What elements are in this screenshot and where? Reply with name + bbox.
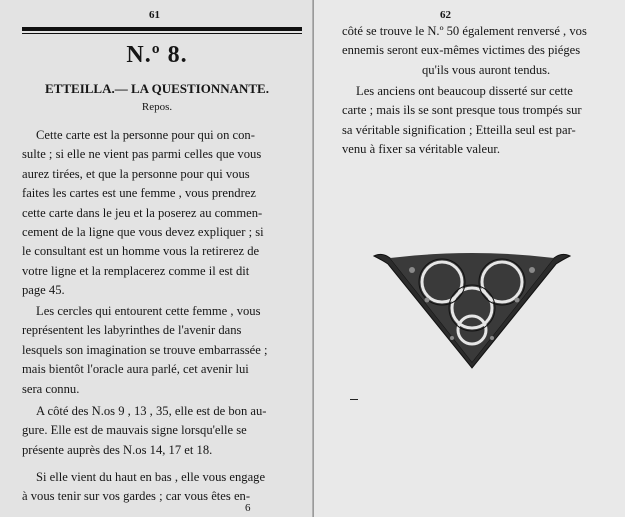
paragraph (22, 402, 300, 460)
page-number: 62 (440, 9, 451, 21)
text-line: aurez tirées, et que la personne pour qui vous (22, 166, 250, 181)
right-page (314, 0, 625, 517)
floral-knot-ornament-icon (372, 250, 572, 375)
text-line: carte ; mais ils se sont presque tous trompés sur (342, 103, 582, 118)
paragraph (22, 126, 300, 301)
text-line: sera connu. (22, 381, 80, 396)
text-line: page 45. (22, 283, 65, 298)
paragraph (22, 302, 300, 399)
text-line: A côté des N.os 9 , 13 , 35, elle est de bon au- (36, 404, 267, 418)
text-line: venu à fixer sa véritable valeur. (342, 142, 501, 157)
ink-mark (350, 399, 358, 400)
text-line: côté se trouve le N.º 50 également renversé , vos (342, 24, 587, 38)
text-line: votre ligne et la remplacerez comme il est dit (22, 263, 250, 278)
text-line: à vous tenir sur vos gardes ; car vous êtes en- (22, 489, 251, 504)
text-line: Si elle vient du haut en bas , elle vous engage (36, 470, 266, 484)
text-line: gure. Elle est de mauvais signe lorsqu'elle se (22, 423, 247, 438)
header-rule-thin (22, 33, 302, 34)
text-line: cement de la ligne que vous devez expliquer ; si (22, 225, 264, 240)
text-line: ennemis seront eux-mêmes victimes des piéges (342, 43, 581, 58)
text-line: sa véritable signification ; Etteilla seul est par- (342, 122, 576, 137)
text-line: Les cercles qui entourent cette femme , vous (36, 304, 261, 318)
text-line: cette carte dans le jeu et la poserez au commen- (22, 205, 263, 220)
text-line: représentent les labyrinthes de l'avenir dans (22, 323, 242, 338)
text-line: faites les cartes est une femme , vous prendrez (22, 186, 256, 201)
text-line: Cette carte est la personne pour qui on con- (36, 128, 255, 142)
signature-mark: 6 (245, 502, 251, 514)
header-rule (22, 27, 302, 31)
text-line: sulte ; si elle ne vient pas parmi celles que vous (22, 147, 262, 162)
text-line: mais bientôt l'oracle aura parlé, cet avenir lui (22, 362, 249, 377)
page-number: 61 (149, 9, 160, 21)
text-line: qu'ils vous auront tendus. (422, 62, 551, 77)
card-number-heading: N.º 8. (126, 42, 188, 68)
paragraph (342, 82, 610, 160)
text-line: Les anciens ont beaucoup disserté sur cette (356, 84, 573, 98)
card-subheading: Repos. (141, 101, 173, 113)
text-line: le consultant est un homme vous la retirerez de (22, 244, 260, 259)
paragraph (342, 22, 610, 80)
text-line: présente auprès des N.os 14, 17 et 18. (22, 442, 213, 457)
text-line: lesquels son imagination se trouve embarrassée ; (22, 342, 268, 357)
paragraph (22, 468, 300, 507)
card-title: ETTEILLA.— LA QUESTIONNANTE. (45, 81, 269, 96)
